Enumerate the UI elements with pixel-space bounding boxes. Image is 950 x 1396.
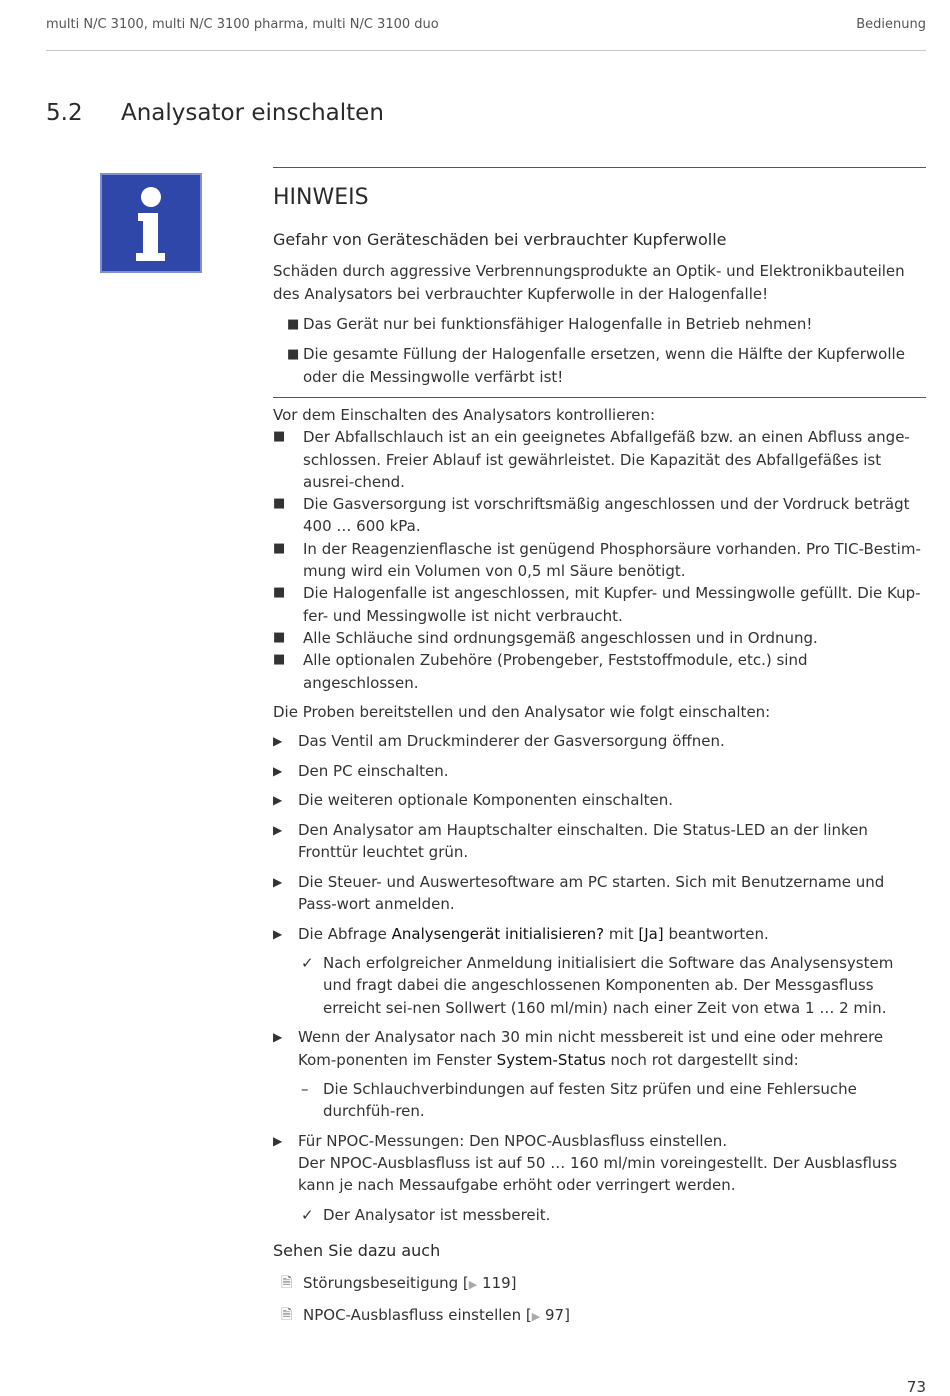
step-result: ✓ Der Analysator ist messbereit. (298, 1204, 925, 1226)
square-bullet-icon: ■ (273, 496, 286, 512)
info-glyph (102, 175, 200, 271)
step-item: ▶ Den PC einschalten. (273, 760, 925, 782)
square-bullet-icon: ■ (273, 585, 286, 601)
notice-title: HINWEIS (273, 185, 369, 210)
page-number: 73 (906, 1378, 926, 1396)
notice-text: Schäden durch aggressive Verbrennungsprodukte an Optik- und Elektronikbauteilen des Analysators bei verbrauchter Kupferwolle in der Halogenfalle! (273, 262, 905, 303)
square-bullet-icon: ■ (273, 629, 286, 645)
triangle-right-icon: ▶ (273, 1133, 283, 1148)
section-title: Analysator einschalten (121, 100, 384, 126)
header-document-title: multi N/C 3100, multi N/C 3100 pharma, multi N/C 3100 duo (46, 17, 439, 32)
ui-window-reference: System-Status (496, 1050, 606, 1069)
see-also-link[interactable]: 🗎 Störungsbeseitigung [▶ 119] (273, 1272, 925, 1296)
step-item: ▶ Die Steuer- und Auswertesoftware am PC starten. Sich mit Benutzername und Pass-wort anmelden. (273, 872, 885, 914)
triangle-right-icon: ▶ (273, 763, 283, 778)
triangle-right-icon: ▶ (273, 822, 283, 837)
check-item: ■ Alle optionalen Zubehöre (Probengeber, Feststoffmodule, etc.) sind angeschlossen. (273, 651, 808, 692)
square-bullet-icon: ■ (273, 652, 286, 668)
triangle-right-icon: ▶ (273, 874, 283, 889)
check-item: ■ Die Halogenfalle ist angeschlossen, mit Kupfer- und Messingwolle gefüllt. Die Kup-fer- und Messingwolle ist nicht verbraucht. (273, 584, 921, 625)
step-item: ▶ Den Analysator am Hauptschalter einschalten. Die Status-LED an der linken Fronttür leuchtet grün. (273, 820, 868, 862)
see-also-list (273, 1272, 925, 1328)
checks-list (273, 426, 925, 694)
step-item: ▶ Die weiteren optionale Komponenten einschalten. (273, 789, 925, 811)
step-subaction: – Die Schlauchverbindungen auf festen Sitz prüfen und eine Fehlersuche durchfüh-ren. (301, 1079, 857, 1121)
check-item: ■ In der Reagenzienflasche ist genügend Phosphorsäure vorhanden. Pro TIC-Bestim-mung wird ein Volumen von 0,5 ml Säure benötigt. (273, 539, 921, 581)
square-bullet-icon: ■ (287, 317, 300, 332)
step-item: ▶ Die Abfrage Analysengerät initialisieren? mit [Ja] beantworten. ✓ Nach erfolgreicher Anmeldung initialisiert die Software das Analysensystem und fragt dabei die angeschlossenen Komponenten ab. Der Messgasfluss erreicht sei-nen Sollwert (160 ml/min) nach einer Zeit von etwa 1 … 2 min. (273, 923, 925, 1019)
checkmark-icon: ✓ (301, 954, 314, 973)
section-number: 5.2 (46, 100, 83, 126)
see-also-link[interactable]: 🗎 NPOC-Ausblasfluss einstellen [▶ 97] (273, 1304, 925, 1328)
page-arrow-icon: ▶ (531, 1309, 541, 1323)
steps-intro: Die Proben bereitstellen und den Analysator wie folgt einschalten: (273, 702, 771, 721)
page-header (46, 16, 926, 51)
step-item: ▶ Wenn der Analysator nach 30 min nicht messbereit ist und eine oder mehrere Kom-ponenten im Fenster System-Status noch rot dargestellt sind: – Die Schlauchverbindungen auf festen Sitz prüfen und eine Fehlersuche durchfüh-ren. (273, 1026, 925, 1122)
steps-list (273, 730, 925, 1226)
check-item: ■ Der Abfallschlauch ist an ein geeignetes Abfallgefäß bzw. an einen Abfluss ange-schlossen. Freier Ablauf ist gewährleistet. Die Kapazität des Abfallgefäßes ist ausrei-chend. (273, 428, 910, 491)
check-item: ■ Alle Schläuche sind ordnungsgemäß angeschlossen und in Ordnung. (273, 627, 925, 649)
triangle-right-icon: ▶ (273, 793, 283, 808)
step-result: ✓ Nach erfolgreicher Anmeldung initialisiert die Software das Analysensystem und fragt dabei die angeschlossenen Komponenten ab. Der Messgasfluss erreicht sei-nen Sollwert (160 ml/min) nach einer Zeit von etwa 1 … 2 min. (301, 954, 894, 1017)
info-icon (100, 173, 202, 273)
document-icon: 🗎 (281, 1275, 293, 1292)
checks-intro: Vor dem Einschalten des Analysators kontrollieren: (273, 406, 656, 424)
page-arrow-icon: ▶ (468, 1278, 478, 1292)
document-icon: 🗎 (281, 1306, 293, 1323)
ui-dialog-reference: Analysengerät initialisieren? (391, 924, 605, 943)
see-also-title: Sehen Sie dazu auch (273, 1240, 441, 1260)
notice-item: ■ Die gesamte Füllung der Halogenfalle ersetzen, wenn die Hälfte der Kupferwolle oder die Messingwolle verfärbt ist! (287, 345, 905, 386)
checkmark-icon: ✓ (301, 1205, 314, 1224)
notice-item: ■ Das Gerät nur bei funktionsfähiger Halogenfalle in Betrieb nehmen! (273, 313, 923, 336)
triangle-right-icon: ▶ (273, 926, 283, 941)
square-bullet-icon: ■ (273, 429, 286, 445)
square-bullet-icon: ■ (287, 347, 300, 362)
dash-icon: – (301, 1079, 309, 1098)
section-heading (46, 100, 384, 126)
check-item: ■ Die Gasversorgung ist vorschriftsmäßig angeschlossen und der Vordruck beträgt 400 … 600 kPa. (273, 495, 910, 536)
header-chapter: Bedienung (856, 17, 926, 32)
triangle-right-icon: ▶ (273, 734, 283, 749)
main-content (273, 404, 925, 1336)
ui-button-reference: [Ja] (638, 924, 664, 943)
step-item: ▶ Für NPOC-Messungen: Den NPOC-Ausblasfluss einstellen. Der NPOC-Ausblasfluss ist auf 50 … 160 ml/min voreingestellt. Der Ausblasfluss kann je nach Messaufgabe erhöht oder verringert werden. ✓ Der Analysator ist messbereit. (273, 1130, 925, 1226)
triangle-right-icon: ▶ (273, 1030, 283, 1045)
notice-subtitle: Gefahr von Geräteschäden bei verbrauchter Kupferwolle (273, 230, 727, 249)
notice-list (273, 313, 923, 389)
notice-body (273, 260, 923, 396)
notice-box (273, 167, 926, 398)
step-item: ▶ Das Ventil am Druckminderer der Gasversorgung öffnen. (273, 730, 925, 752)
square-bullet-icon: ■ (273, 540, 286, 556)
